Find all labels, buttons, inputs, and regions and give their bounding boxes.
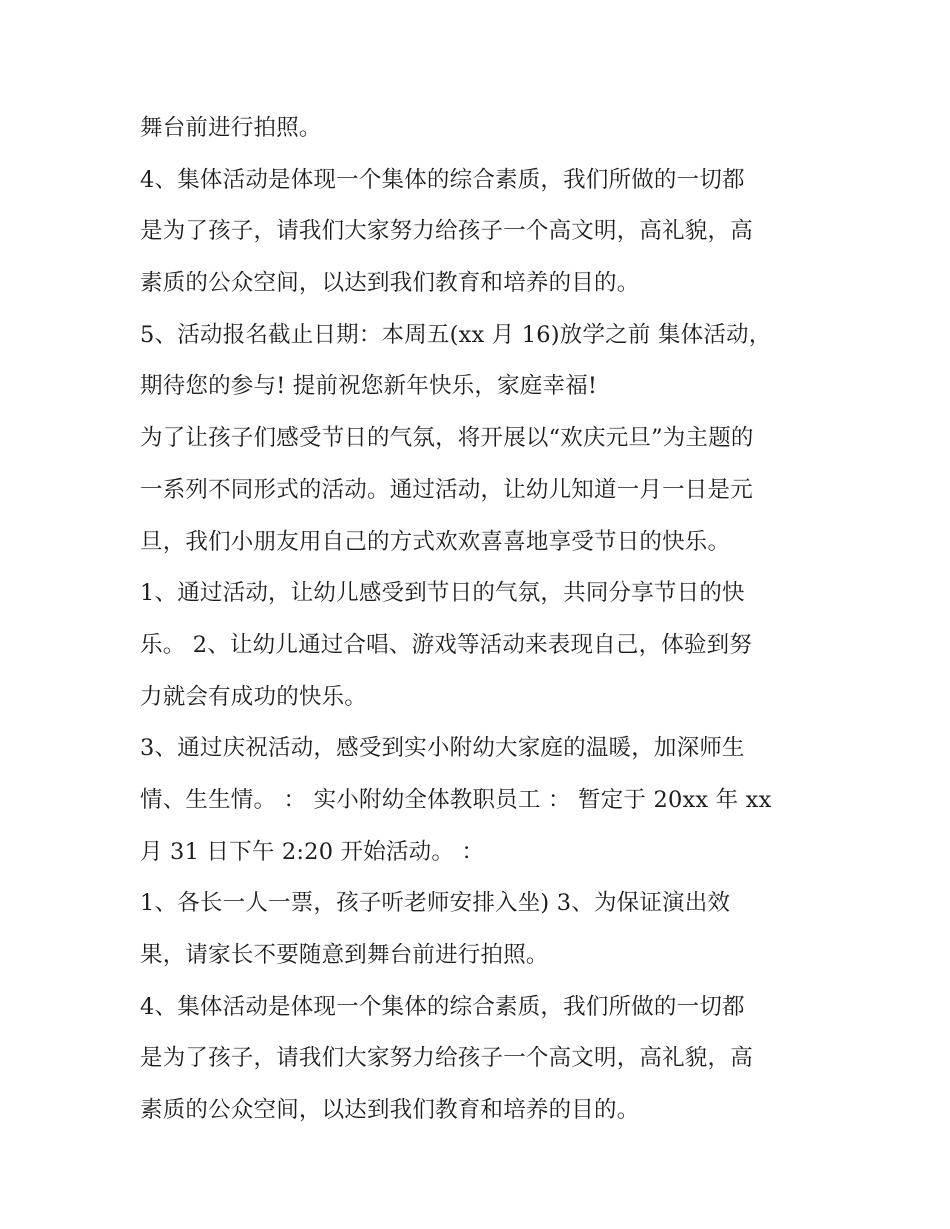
text-line: 力就会有成功的快乐。 (140, 683, 368, 710)
text-line: 月 31 日下午 2:20 开始活动。 ： (140, 838, 485, 865)
text-line: 期待您的参与! 提前祝您新年快乐，家庭幸福! (140, 373, 598, 400)
text-line: 乐。 2、让幼儿通过合唱、游戏等活动来表现自己，体验到努 (140, 631, 753, 658)
text-line: 旦，我们小朋友用自己的方式欢欢喜喜地享受节日的快乐。 (140, 528, 731, 555)
text-line: 1、各长一人一票，孩子听老师安排入坐) 3、为保证演出效 (140, 890, 731, 917)
text-line: 舞台前进行拍照。 (140, 115, 322, 141)
text-line: 情、生生情。 ： 实小附幼全体教职员工 ： 暂定于 20xx 年 xx (140, 786, 772, 813)
document-body (140, 103, 830, 1137)
text-line: 为了让孩子们感受节日的气氛，将开展以“欢庆元旦”为主题的 (140, 425, 754, 452)
text-line: 1、通过活动，让幼儿感受到节日的气氛，共同分享节日的快 (140, 580, 745, 607)
text-line: 3、通过庆祝活动，感受到实小附幼大家庭的温暖，加深师生 (140, 735, 745, 762)
text-line: 果，请家长不要随意到舞台前进行拍照。 (140, 942, 549, 968)
text-line: 素质的公众空间，以达到我们教育和培养的目的。 (140, 270, 640, 297)
text-line: 一系列不同形式的活动。通过活动，让幼儿知道一月一日是元 (140, 476, 753, 503)
text-line: 素质的公众空间，以达到我们教育和培养的目的。 (140, 1097, 640, 1124)
text-line: 是为了孩子，请我们大家努力给孩子一个高文明，高礼貌，高 (140, 1045, 753, 1072)
text-line: 4、集体活动是体现一个集体的综合素质，我们所做的一切都 (140, 166, 745, 193)
text-line: 4、集体活动是体现一个集体的综合素质，我们所做的一切都 (140, 993, 745, 1020)
text-line: 5、活动报名截止日期：本周五(xx 月 16)放学之前 集体活动， (140, 321, 772, 348)
text-line: 是为了孩子，请我们大家努力给孩子一个高文明，高礼貌，高 (140, 218, 753, 245)
